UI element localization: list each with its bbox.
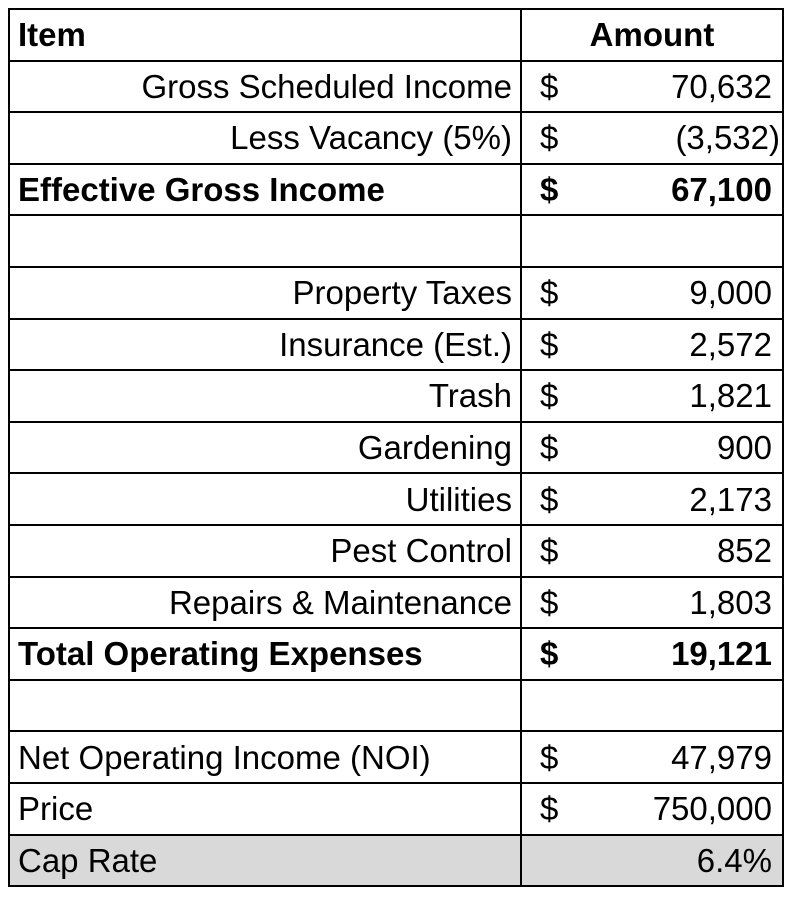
table-row — [9, 525, 783, 577]
currency-symbol: $ — [540, 635, 559, 673]
item-cell[interactable]: Repairs & Maintenance — [9, 577, 521, 629]
header-row — [9, 9, 783, 61]
item-cell[interactable]: Utilities — [9, 473, 521, 525]
table-row — [9, 267, 783, 319]
item-cell[interactable]: Cap Rate — [9, 835, 521, 887]
table-row — [9, 61, 783, 113]
table-row — [9, 628, 783, 680]
item-cell[interactable]: Net Operating Income (NOI) — [9, 731, 521, 783]
currency-symbol: $ — [540, 532, 559, 570]
amount-cell[interactable] — [521, 215, 783, 267]
table-row — [9, 370, 783, 422]
table-row — [9, 215, 783, 267]
amount-value: 2,173 — [689, 480, 772, 518]
amount-cell[interactable] — [521, 473, 783, 525]
item-cell[interactable]: Trash — [9, 370, 521, 422]
amount-cell[interactable] — [521, 422, 783, 474]
item-cell[interactable]: Gardening — [9, 422, 521, 474]
amount-value: 750,000 — [652, 790, 772, 828]
item-cell[interactable]: Price — [9, 783, 521, 835]
amount-value: 1,821 — [689, 377, 772, 415]
currency-symbol: $ — [540, 790, 559, 828]
cap-rate-table — [8, 8, 784, 887]
currency-symbol: $ — [540, 119, 559, 157]
amount-value: 900 — [716, 429, 772, 467]
amount-cell[interactable] — [521, 835, 783, 887]
item-cell[interactable]: Property Taxes — [9, 267, 521, 319]
currency-symbol: $ — [540, 67, 559, 105]
amount-cell[interactable] — [521, 164, 783, 216]
amount-cell[interactable] — [521, 783, 783, 835]
currency-symbol: $ — [540, 738, 559, 776]
amount-value: 70,632 — [671, 67, 772, 105]
table-row — [9, 783, 783, 835]
item-cell[interactable]: Insurance (Est.) — [9, 319, 521, 371]
amount-cell[interactable] — [521, 61, 783, 113]
amount-value: 19,121 — [671, 635, 772, 673]
table-row — [9, 112, 783, 164]
currency-symbol: $ — [540, 583, 559, 621]
amount-value: (3,532) — [675, 119, 780, 157]
amount-value: 67,100 — [671, 171, 772, 209]
currency-symbol: $ — [540, 274, 559, 312]
table-row — [9, 422, 783, 474]
table-row — [9, 835, 783, 887]
amount-cell[interactable] — [521, 628, 783, 680]
item-cell[interactable] — [9, 215, 521, 267]
table-row — [9, 731, 783, 783]
currency-symbol: $ — [540, 171, 559, 209]
amount-cell[interactable] — [521, 370, 783, 422]
amount-value: 2,572 — [689, 325, 772, 363]
amount-cell[interactable] — [521, 525, 783, 577]
currency-symbol: $ — [540, 325, 559, 363]
table-row — [9, 473, 783, 525]
currency-symbol: $ — [540, 377, 559, 415]
amount-value: 6.4% — [696, 841, 772, 879]
amount-cell[interactable] — [521, 731, 783, 783]
amount-value: 47,979 — [671, 738, 772, 776]
item-cell[interactable]: Effective Gross Income — [9, 164, 521, 216]
item-cell[interactable]: Gross Scheduled Income — [9, 61, 521, 113]
amount-cell[interactable] — [521, 319, 783, 371]
amount-cell[interactable] — [521, 267, 783, 319]
table-row — [9, 164, 783, 216]
table-row — [9, 680, 783, 732]
item-column-header[interactable]: Item — [9, 9, 521, 61]
table-row — [9, 319, 783, 371]
amount-cell[interactable] — [521, 112, 783, 164]
item-cell[interactable]: Less Vacancy (5%) — [9, 112, 521, 164]
amount-value: 9,000 — [689, 274, 772, 312]
amount-column-header[interactable]: Amount — [521, 9, 783, 61]
amount-cell[interactable] — [521, 577, 783, 629]
item-cell[interactable] — [9, 680, 521, 732]
amount-value: 852 — [716, 532, 772, 570]
table-row — [9, 577, 783, 629]
amount-value: 1,803 — [689, 583, 772, 621]
currency-symbol: $ — [540, 480, 559, 518]
amount-cell[interactable] — [521, 680, 783, 732]
item-cell[interactable]: Total Operating Expenses — [9, 628, 521, 680]
item-cell[interactable]: Pest Control — [9, 525, 521, 577]
currency-symbol: $ — [540, 429, 559, 467]
